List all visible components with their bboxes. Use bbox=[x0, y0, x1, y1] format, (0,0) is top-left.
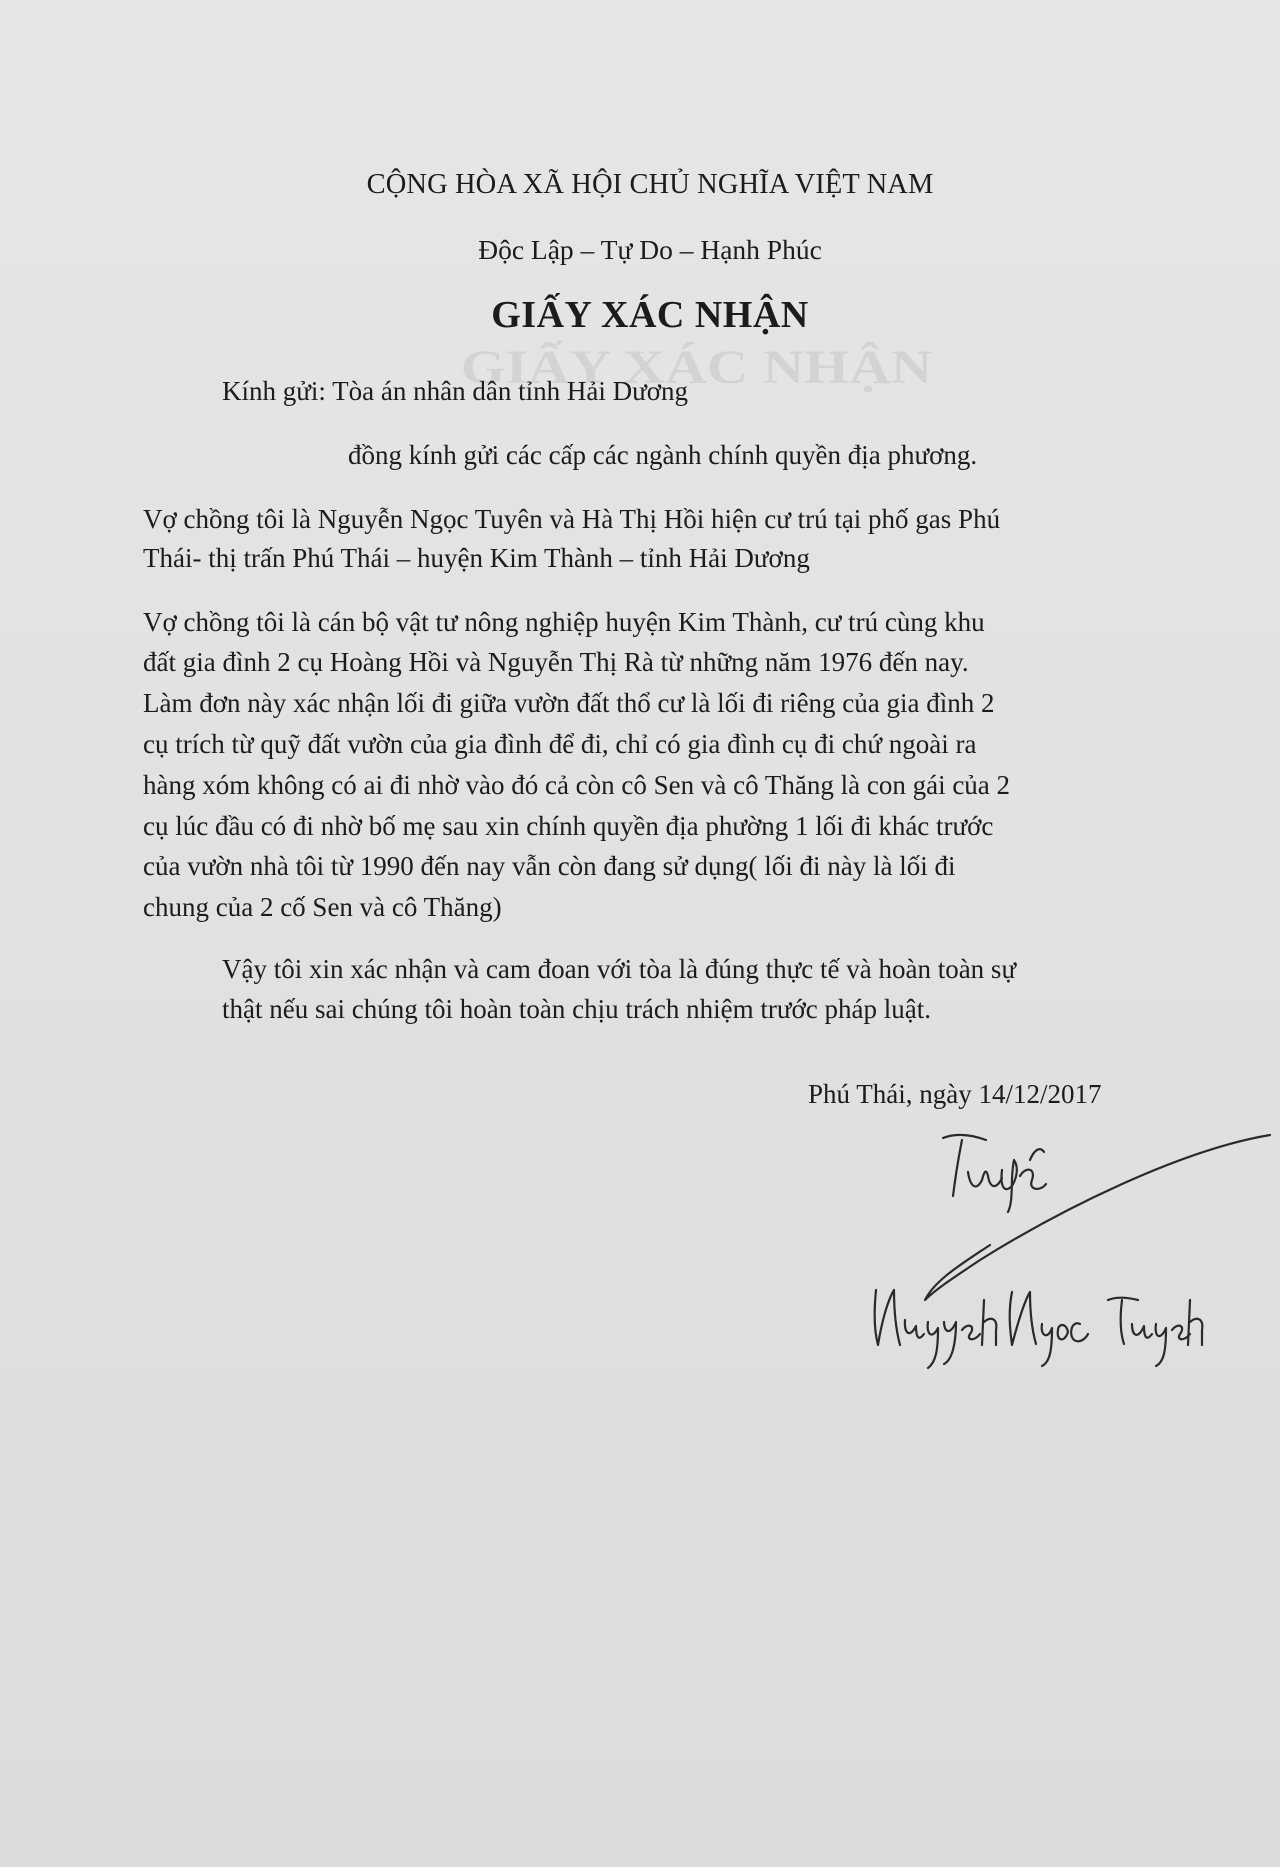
paragraph-line: đất gia đình 2 cụ Hoàng Hồi và Nguyễn Thị Rà từ những năm 1976 đến nay. bbox=[143, 647, 969, 677]
paragraph-line: của vườn nhà tôi từ 1990 đến nay vẫn còn đang sử dụng( lối đi này là lối đi bbox=[143, 851, 956, 881]
paragraph-line: Vợ chồng tôi là cán bộ vật tư nông nghiệp huyện Kim Thành, cư trú cùng khu bbox=[143, 607, 985, 637]
paragraph-line: cụ lúc đầu có đi nhờ bố mẹ sau xin chính quyền địa phường 1 lối đi khác trước bbox=[143, 811, 994, 841]
document-title: GIẤY XÁC NHẬN bbox=[491, 294, 809, 336]
national-title: CỘNG HÒA XÃ HỘI CHỦ NGHĨA VIỆT NAM bbox=[366, 169, 934, 200]
paragraph-line: cụ trích từ quỹ đất vườn của gia đình để đi, chỉ có gia đình cụ đi chứ ngoài ra bbox=[143, 729, 977, 759]
paragraph-line: thật nếu sai chúng tôi hoàn toàn chịu trách nhiệm trước pháp luật. bbox=[222, 994, 931, 1024]
paragraph-line: Vợ chồng tôi là Nguyễn Ngọc Tuyên và Hà Thị Hồi hiện cư trú tại phố gas Phú bbox=[143, 504, 1001, 534]
paragraph-line: hàng xóm không có ai đi nhờ vào đó cả còn cô Sen và cô Thăng là con gái của 2 bbox=[143, 770, 1011, 800]
place-date: Phú Thái, ngày 14/12/2017 bbox=[808, 1079, 1102, 1109]
paragraph-line: chung của 2 cố Sen và cô Thăng) bbox=[143, 892, 502, 922]
national-motto: Độc Lập – Tự Do – Hạnh Phúc bbox=[478, 234, 822, 265]
paragraph-line: Làm đơn này xác nhận lối đi giữa vườn đất thổ cư là lối đi riêng của gia đình 2 bbox=[143, 688, 995, 718]
paragraph-line: Vậy tôi xin xác nhận và cam đoan với tòa là đúng thực tế và hoàn toàn sự bbox=[222, 954, 1017, 984]
recipient-line-secondary: đồng kính gửi các cấp các ngành chính quyền địa phương. bbox=[348, 440, 978, 470]
paragraph-line: Thái- thị trấn Phú Thái – huyện Kim Thành – tỉnh Hải Dương bbox=[143, 543, 810, 573]
bleed-through-text: GIẤY XÁC NHẬN bbox=[460, 341, 933, 394]
recipient-line: Kính gửi: Tòa án nhân dân tỉnh Hải Dương bbox=[222, 376, 688, 406]
